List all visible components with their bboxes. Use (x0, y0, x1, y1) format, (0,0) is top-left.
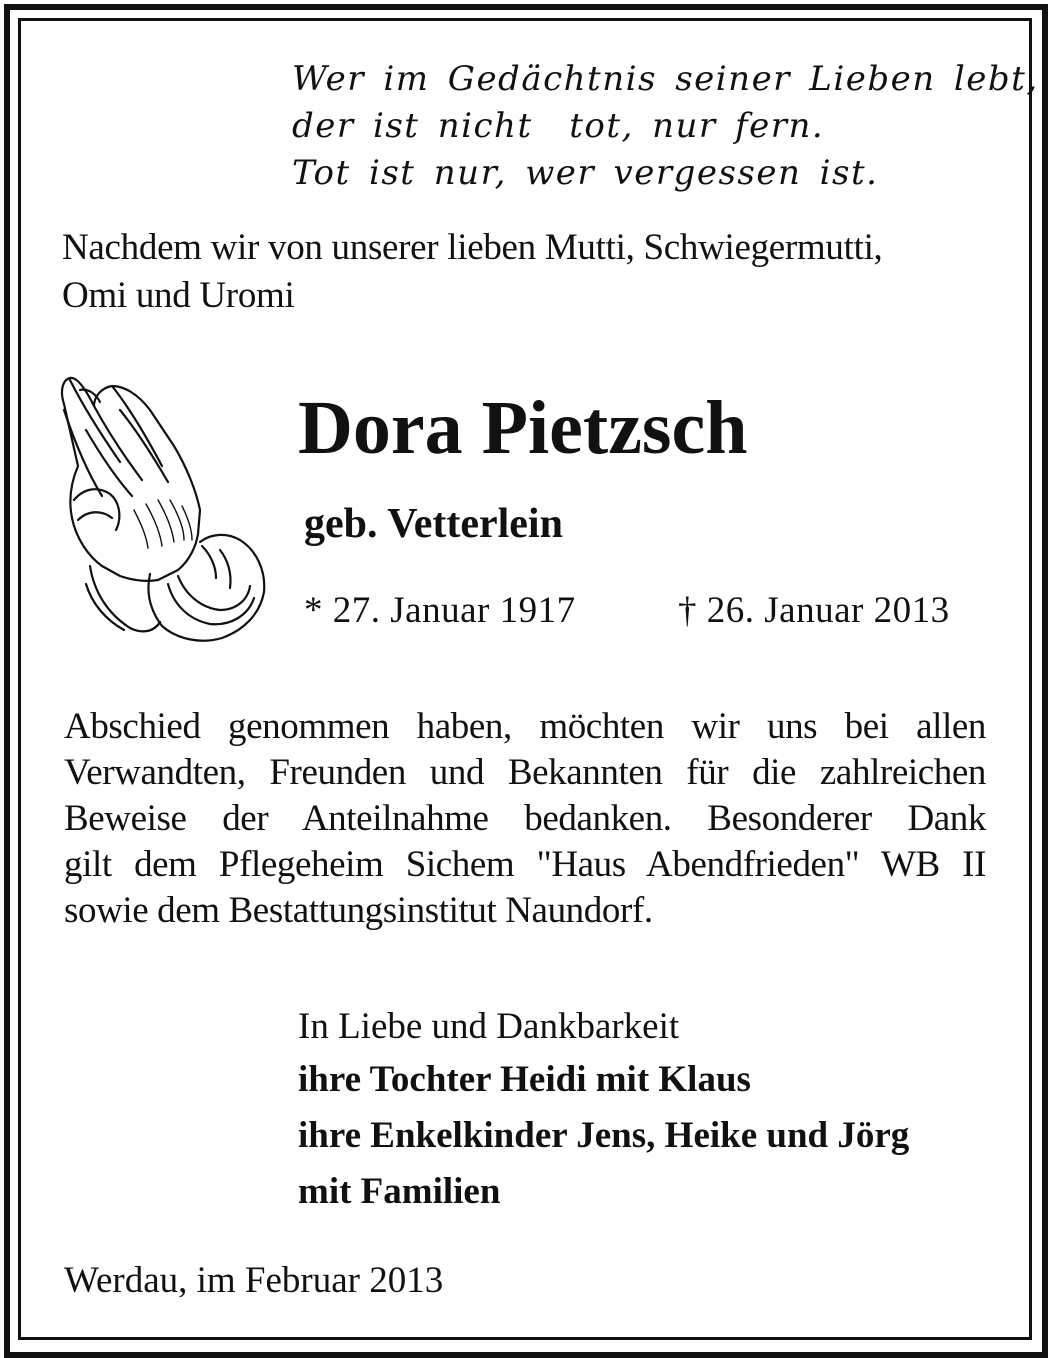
motto-line-3: Tot ist nur, wer vergessen ist. (292, 153, 879, 193)
motto-verse (292, 56, 1039, 197)
death-date: † 26. Januar 2013 (678, 590, 950, 631)
deceased-name: Dora Pietzsch (298, 386, 748, 470)
message-line-3: Beweise der Anteilnahme bedanken. Besonderer Dank (64, 798, 986, 839)
message-line-2: Verwandten, Freunden und Bekannten für die zahlreichen (64, 752, 986, 793)
intro-text (62, 224, 992, 320)
intro-line-1: Nachdem wir von unserer lieben Mutti, Schwiegermutti, (62, 227, 883, 268)
maiden-name: geb. Vetterlein (304, 501, 563, 547)
intro-line-2: Omi und Uromi (62, 275, 295, 316)
message-line-5: sowie dem Bestattungsinstitut Naundorf. (64, 890, 653, 931)
signature-line-3: mit Familien (298, 1171, 501, 1212)
message-line-1: Abschied genommen haben, möchten wir uns bei allen (64, 706, 986, 747)
signature-line-2: ihre Enkelkinder Jens, Heike und Jörg (298, 1115, 910, 1156)
message-line-4: gilt dem Pflegeheim Sichem "Haus Abendfrieden" WB II (64, 844, 986, 885)
birth-date: * 27. Januar 1917 (304, 590, 576, 631)
closing-block (298, 1002, 998, 1220)
motto-line-1: Wer im Gedächtnis seiner Lieben lebt, (292, 59, 1039, 99)
motto-line-2: der ist nicht tot, nur fern. (292, 106, 825, 146)
praying-hands-icon (50, 370, 272, 646)
place-and-date: Werdau, im Februar 2013 (64, 1260, 444, 1301)
thank-you-message (64, 704, 986, 934)
closing-greeting: In Liebe und Dankbarkeit (298, 1006, 680, 1047)
signature-line-1: ihre Tochter Heidi mit Klaus (298, 1059, 751, 1100)
